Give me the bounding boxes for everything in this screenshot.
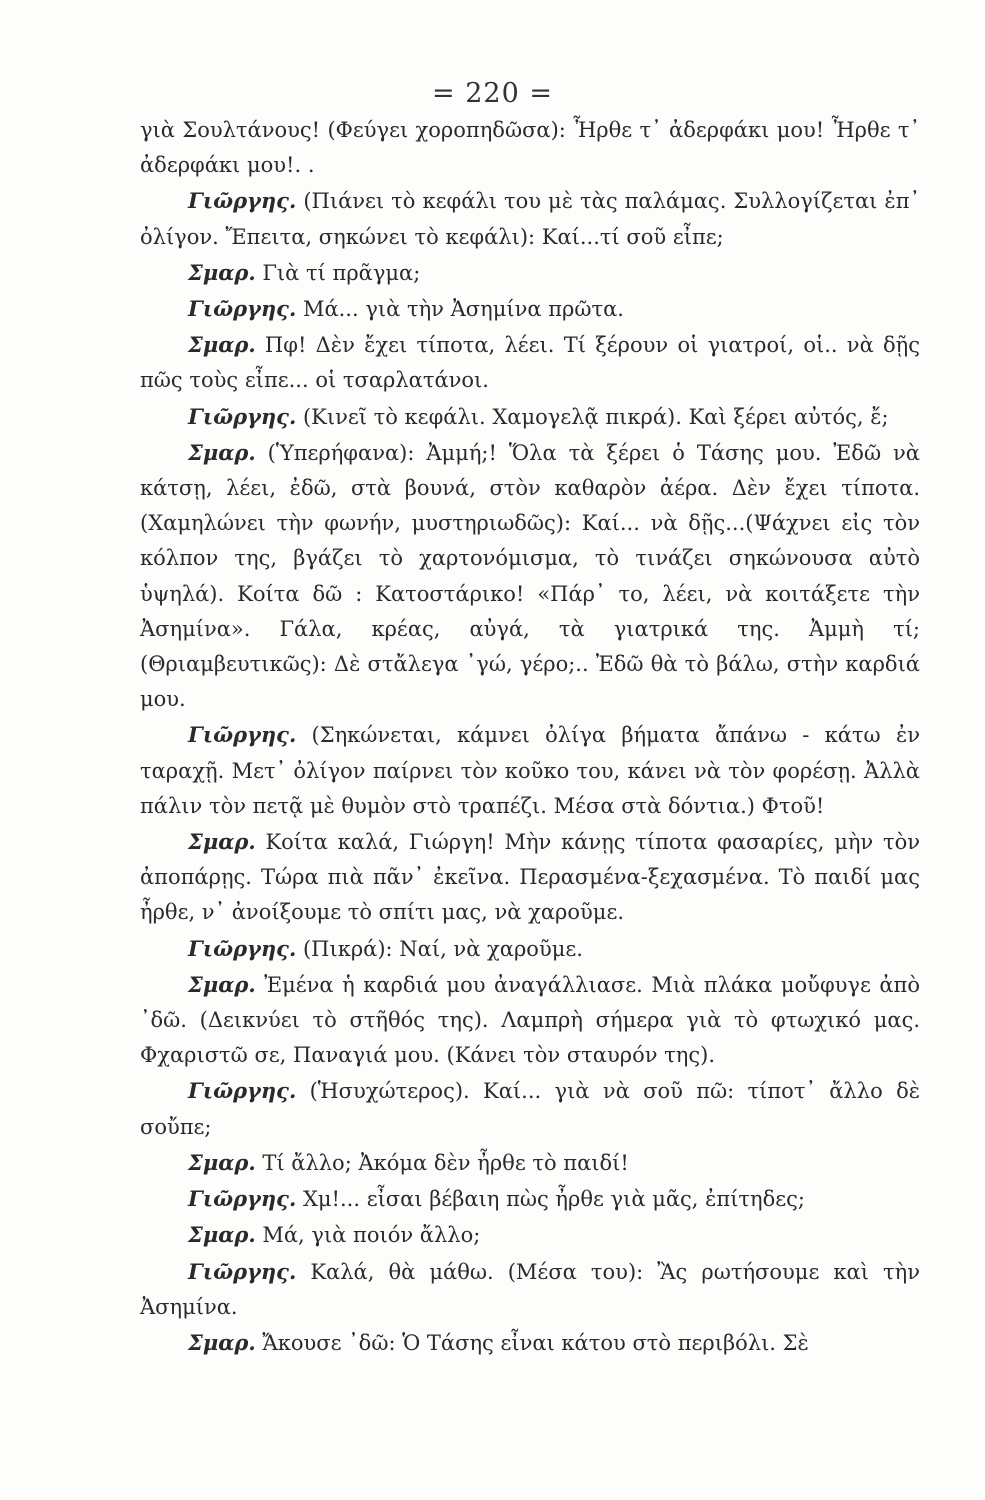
- speaker-name: Σμαρ.: [188, 259, 256, 285]
- speaker-name: Γιῶργης.: [188, 1078, 297, 1104]
- speaker-name: Γιῶργης.: [188, 1186, 297, 1212]
- paragraph: [140, 1254, 920, 1325]
- paragraph: [140, 931, 920, 967]
- dialogue-text: (Σηκώνεται, κάμνει ὀλίγα βήματα ἄπάνω - κάτω ἐν ταραχῇ. Μετ᾽ ὀλίγον παίρνει τὸν κοῦκο του, κάνει νὰ τὸν φορέσῃ. Ἀλλὰ πάλιν τὸν πετᾷ μὲ θυμὸν στὸ τραπέζι. Μέσα στὰ δόντια.) Φτοῦ!: [140, 723, 920, 818]
- speaker-name: Γιῶργης.: [188, 1258, 297, 1284]
- page-text: [140, 112, 920, 1361]
- dialogue-text: γιὰ Σουλτάνους! (Φεύγει χοροπηδῶσα): Ἦρθε τ᾽ ἀδερφάκι μου! Ἦρθε τ᾽ ἀδερφάκι μου!. .: [140, 118, 920, 178]
- paragraph: [140, 967, 920, 1074]
- dialogue-text: Κοίτα καλά, Γιώργη! Μὴν κάνῃς τίποτα φασαρίες, μὴν τὸν ἀποπάρῃς. Τώρα πιὰ πᾶν᾽ ἐκεῖνα. Περασμένα-ξεχασμένα. Τὸ παιδί μας ἦρθε, ν᾽ ἀνοίξουμε τὸ σπίτι μας, νὰ χαροῦμε.: [140, 830, 920, 925]
- page-number: = 220 =: [432, 78, 553, 109]
- dialogue-text: Μά, γιὰ ποιόν ἄλλο;: [262, 1223, 481, 1248]
- dialogue-text: Πφ! Δὲν ἔχει τίποτα, λέει. Τί ξέρουν οἱ γιατροί, οἱ.. νὰ δῇς πῶς τοὺς εἶπε... οἱ τσαρλατάνοι.: [140, 333, 920, 393]
- paragraph: [140, 1145, 920, 1181]
- paragraph: [140, 824, 920, 931]
- dialogue-text: (Πιάνει τὸ κεφάλι του μὲ τὰς παλάμας. Συλλογίζεται ἐπ᾽ ὀλίγον. Ἔπειτα, σηκώνει τὸ κεφάλι): Καί...τί σοῦ εἶπε;: [140, 189, 920, 249]
- paragraph: [140, 717, 920, 824]
- paragraph: [140, 435, 920, 718]
- dialogue-text: Χμ!... εἶσαι βέβαιη πὼς ἦρθε γιὰ μᾶς, ἐπίτηδες;: [302, 1187, 805, 1212]
- speaker-name: Σμαρ.: [188, 1149, 256, 1175]
- speaker-name: Σμαρ.: [188, 1222, 256, 1248]
- speaker-name: Σμαρ.: [188, 332, 256, 358]
- dialogue-text: Γιὰ τί πρᾶγμα;: [262, 260, 421, 285]
- paragraph: [140, 291, 920, 327]
- speaker-name: Σμαρ.: [188, 1329, 256, 1355]
- dialogue-text: (Ἡσυχώτερος). Καί... γιὰ νὰ σοῦ πῶ: τίποτ᾽ ἄλλο δὲ σοὔπε;: [140, 1079, 920, 1139]
- speaker-name: Γιῶργης.: [188, 722, 297, 748]
- dialogue-text: Καλά, θὰ μάθω. (Μέσα του): Ἂς ρωτήσουμε καὶ τὴν Ἀσημίνα.: [140, 1259, 920, 1319]
- speaker-name: Σμαρ.: [188, 971, 256, 997]
- dialogue-text: Ἄκουσε ᾽δῶ: Ὁ Τάσης εἶναι κάτου στὸ περιβόλι. Σὲ: [262, 1330, 809, 1355]
- speaker-name: Σμαρ.: [188, 829, 256, 855]
- speaker-name: Σμαρ.: [188, 439, 256, 465]
- dialogue-text: (Κινεῖ τὸ κεφάλι. Χαμογελᾷ πικρά). Καὶ ξέρει αὐτός, ἔ;: [302, 404, 889, 429]
- dialogue-text: (Ὑπερήφανα): Ἀμμή;! Ὅλα τὰ ξέρει ὁ Τάσης μου. Ἐδῶ νὰ κάτσῃ, λέει, ἐδῶ, στὰ βουνά, στὸν καθαρὸν ἀέρα. Δὲν ἔχει τίποτα. (Χαμηλώνει τὴν φωνήν, μυστηριωδῶς): Καί... νὰ δῇς...(Ψάχνει εἰς τὸν κόλπον της, βγάζει τὸ χαρτονόμισμα, τὸ τινάζει σηκώνουσα αὐτὸ ὑψηλά). Κοίτα δῶ : Κατοστάρικο! «Πάρ᾽ το, λέει, νὰ κοιτάξετε τὴν Ἀσημίνα». Γάλα, κρέας, αὐγά, τὰ γιατρικά της. Ἀμμὴ τί; (Θριαμβευτικῶς): Δὲ στἄλεγα ᾽γώ, γέρο;.. Ἐδῶ θὰ τὸ βάλω, στὴν καρδιά μου.: [140, 440, 920, 712]
- dialogue-text: Ἐμένα ἡ καρδιά μου ἀναγάλλιασε. Μιὰ πλάκα μοὔφυγε ἀπὸ ᾽δῶ. (Δεικνύει τὸ στῆθός της). Λαμπρὴ σήμερα γιὰ τὸ φτωχικό μας. Φχαριστῶ σε, Παναγιά μου. (Κάνει τὸν σταυρόν της).: [140, 972, 920, 1068]
- paragraph: [140, 255, 920, 291]
- paragraph: [140, 1073, 920, 1144]
- speaker-name: Γιῶργης.: [188, 935, 297, 961]
- paragraph: [140, 112, 920, 183]
- speaker-name: Γιῶργης.: [188, 296, 297, 322]
- paragraph: [140, 1325, 920, 1361]
- paragraph: [140, 183, 920, 254]
- speaker-name: Γιῶργης.: [188, 188, 297, 214]
- dialogue-text: Τί ἄλλο; Ἀκόμα δὲν ἦρθε τὸ παιδί!: [262, 1150, 629, 1175]
- paragraph: [140, 1217, 920, 1253]
- paragraph: [140, 327, 920, 398]
- paragraph: [140, 1181, 920, 1217]
- speaker-name: Γιῶργης.: [188, 403, 297, 429]
- paragraph: [140, 399, 920, 435]
- dialogue-text: Μά... γιὰ τὴν Ἀσημίνα πρῶτα.: [302, 297, 624, 322]
- dialogue-text: (Πικρά): Ναί, νὰ χαροῦμε.: [302, 936, 583, 961]
